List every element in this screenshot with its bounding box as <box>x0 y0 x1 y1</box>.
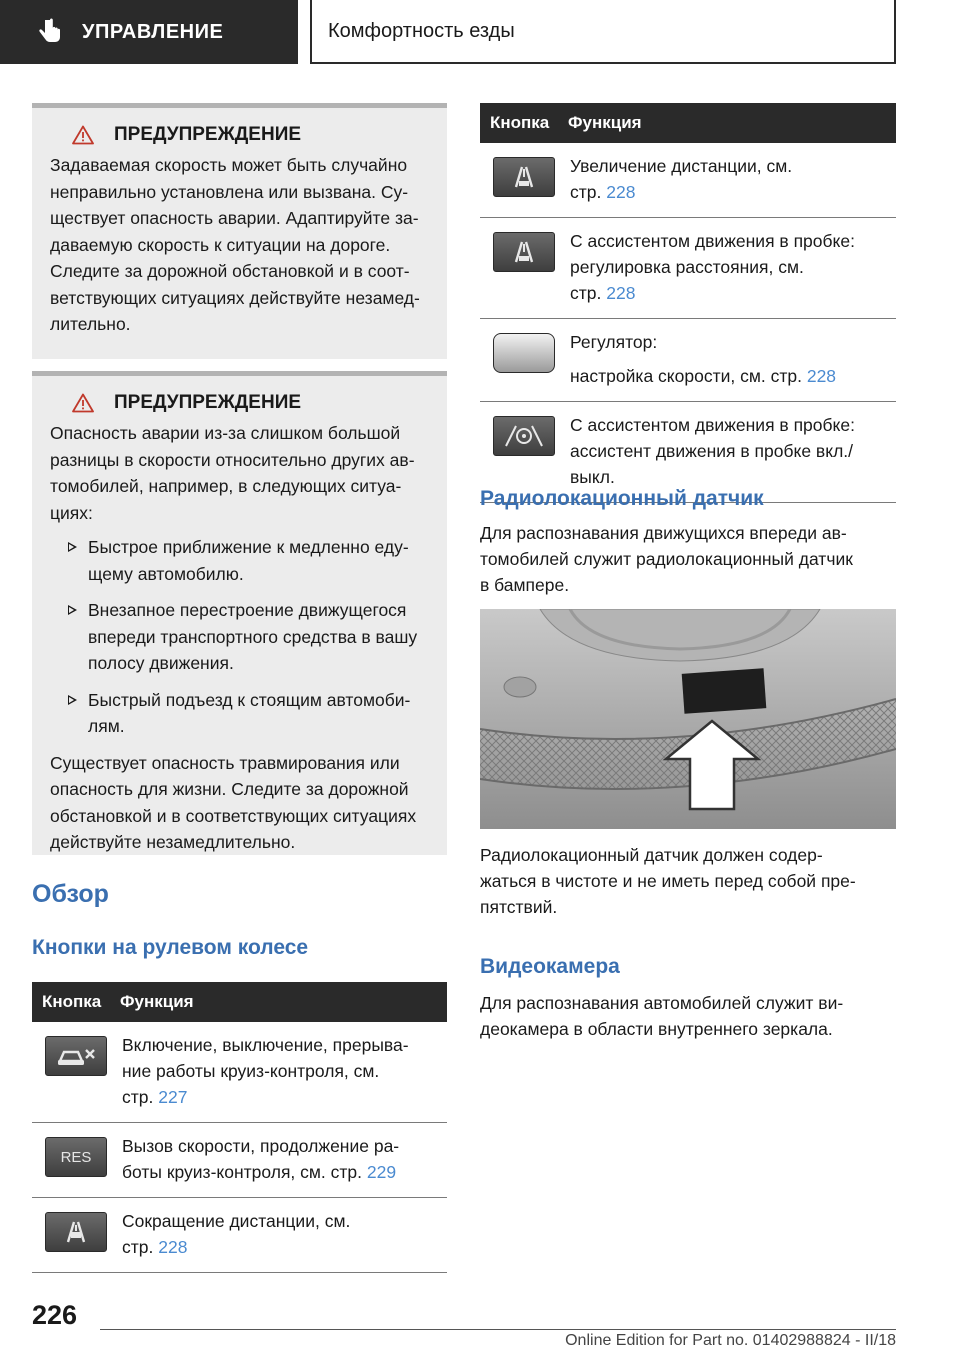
page-link[interactable]: 227 <box>158 1087 188 1107</box>
warning-title: ПРЕДУПРЕЖДЕНИЕ <box>114 124 302 145</box>
chapter-header <box>310 0 896 64</box>
list-item: Быстрое приближение к медленно еду- щему автомобилю. <box>50 534 435 587</box>
table-header: Кнопка Функция <box>480 103 896 143</box>
steering-buttons-heading: Кнопки на рулевом колесе <box>32 936 309 959</box>
chapter-title: Комфортность езды <box>328 19 515 42</box>
bullet-triangle-icon <box>68 605 77 615</box>
edition-footer: Online Edition for Part no. 01402988824 - II/18 <box>565 1332 896 1349</box>
footer-divider <box>100 1329 896 1330</box>
buttons-table-left <box>32 982 447 1273</box>
warning-outro: Существует опасность травмирования или опасность для жизни. Следите за дорожной обстановкой и в соответствующих ситуациях действуйте незамедлительно. <box>50 752 417 852</box>
bullet-triangle-icon <box>68 695 77 705</box>
overview-heading: Обзор <box>32 880 109 908</box>
radar-heading: Радиолокационный датчик <box>480 487 764 510</box>
camera-text: Для распознавания автомобилей служит ви- деокамера в области внутреннего зеркала. <box>480 993 844 1039</box>
camera-heading: Видеокамера <box>480 955 620 978</box>
bullet-triangle-icon <box>68 542 77 552</box>
page-link[interactable]: 229 <box>366 1162 397 1182</box>
list-item: Быстрый подъезд к стоящим автомоби- лям. <box>50 687 435 740</box>
table-row: Регулятор: настройка скорости, см. стр. 228 <box>480 319 896 402</box>
cruise-control-icon <box>45 1036 107 1076</box>
warning-text: Задаваемая скорость может быть случайно неправильно установлена или вызвана. Су- ществует опасность аварии. Адаптируйте за- даваемую скорость к ситуации на дороге. Следите за дорожной обстановкой и в соот- ветствующих ситуациях действуйте незамед- лительно. <box>50 155 420 334</box>
table-row: RES Вызов скорости, продолжение ра- боты круиз-контроля, см. стр. 229 <box>32 1123 447 1198</box>
warning-box-1 <box>32 103 447 359</box>
warning-box-2 <box>32 371 447 855</box>
warning-title: ПРЕДУПРЕЖДЕНИЕ <box>114 392 302 413</box>
distance-decrease-icon <box>45 1212 107 1252</box>
warning-list <box>50 534 435 740</box>
section-title: УПРАВЛЕНИЕ <box>82 20 224 43</box>
table-header: Кнопка Функция <box>32 982 447 1022</box>
table-row: Включение, выключение, прерыва- ние работы круиз-контроля, см. стр. 227 <box>32 1022 447 1123</box>
radar-caption: Радиолокационный датчик должен содер- жаться в чистоте и не иметь перед собой пре- пятствий. <box>480 845 856 917</box>
page-link[interactable]: 228 <box>606 182 636 202</box>
table-row: С ассистентом движения в пробке: регулировка расстояния, см. стр. 228 <box>480 218 896 319</box>
traffic-jam-assistant-icon <box>493 416 555 456</box>
list-item: Внезапное перестроение движущегося впереди транспортного средства в вашу полосу движения. <box>50 597 435 677</box>
hand-pointer-icon <box>34 17 64 47</box>
page-link[interactable]: 228 <box>806 366 837 386</box>
radar-sensor-illustration <box>480 609 896 829</box>
table-row: Увеличение дистанции, см. стр. 228 <box>480 143 896 218</box>
warning-intro: Опасность аварии из-за слишком большой разницы в скорости относительно других ав- томобилей, например, в следующих ситуа- циях: <box>50 423 415 523</box>
page-number: 226 <box>32 1300 78 1330</box>
section-tab <box>0 0 298 64</box>
res-button-icon: RES <box>45 1137 107 1177</box>
page-link[interactable]: 228 <box>158 1237 188 1257</box>
warning-triangle-icon <box>72 125 94 145</box>
table-row: С ассистентом движения в пробке: ассистент движения в пробке вкл./ выкл. <box>480 402 896 503</box>
warning-triangle-icon <box>72 393 94 413</box>
radar-text: Для распознавания движущихся впереди ав- томобилей служит радиолокационный датчик в бампере. <box>480 523 853 595</box>
table-row: Сокращение дистанции, см. стр. 228 <box>32 1198 447 1273</box>
page-link[interactable]: 228 <box>606 283 636 303</box>
distance-increase-icon <box>493 157 555 197</box>
distance-increase-icon <box>493 232 555 272</box>
rocker-switch-icon <box>493 333 555 373</box>
buttons-table-right <box>480 103 896 503</box>
